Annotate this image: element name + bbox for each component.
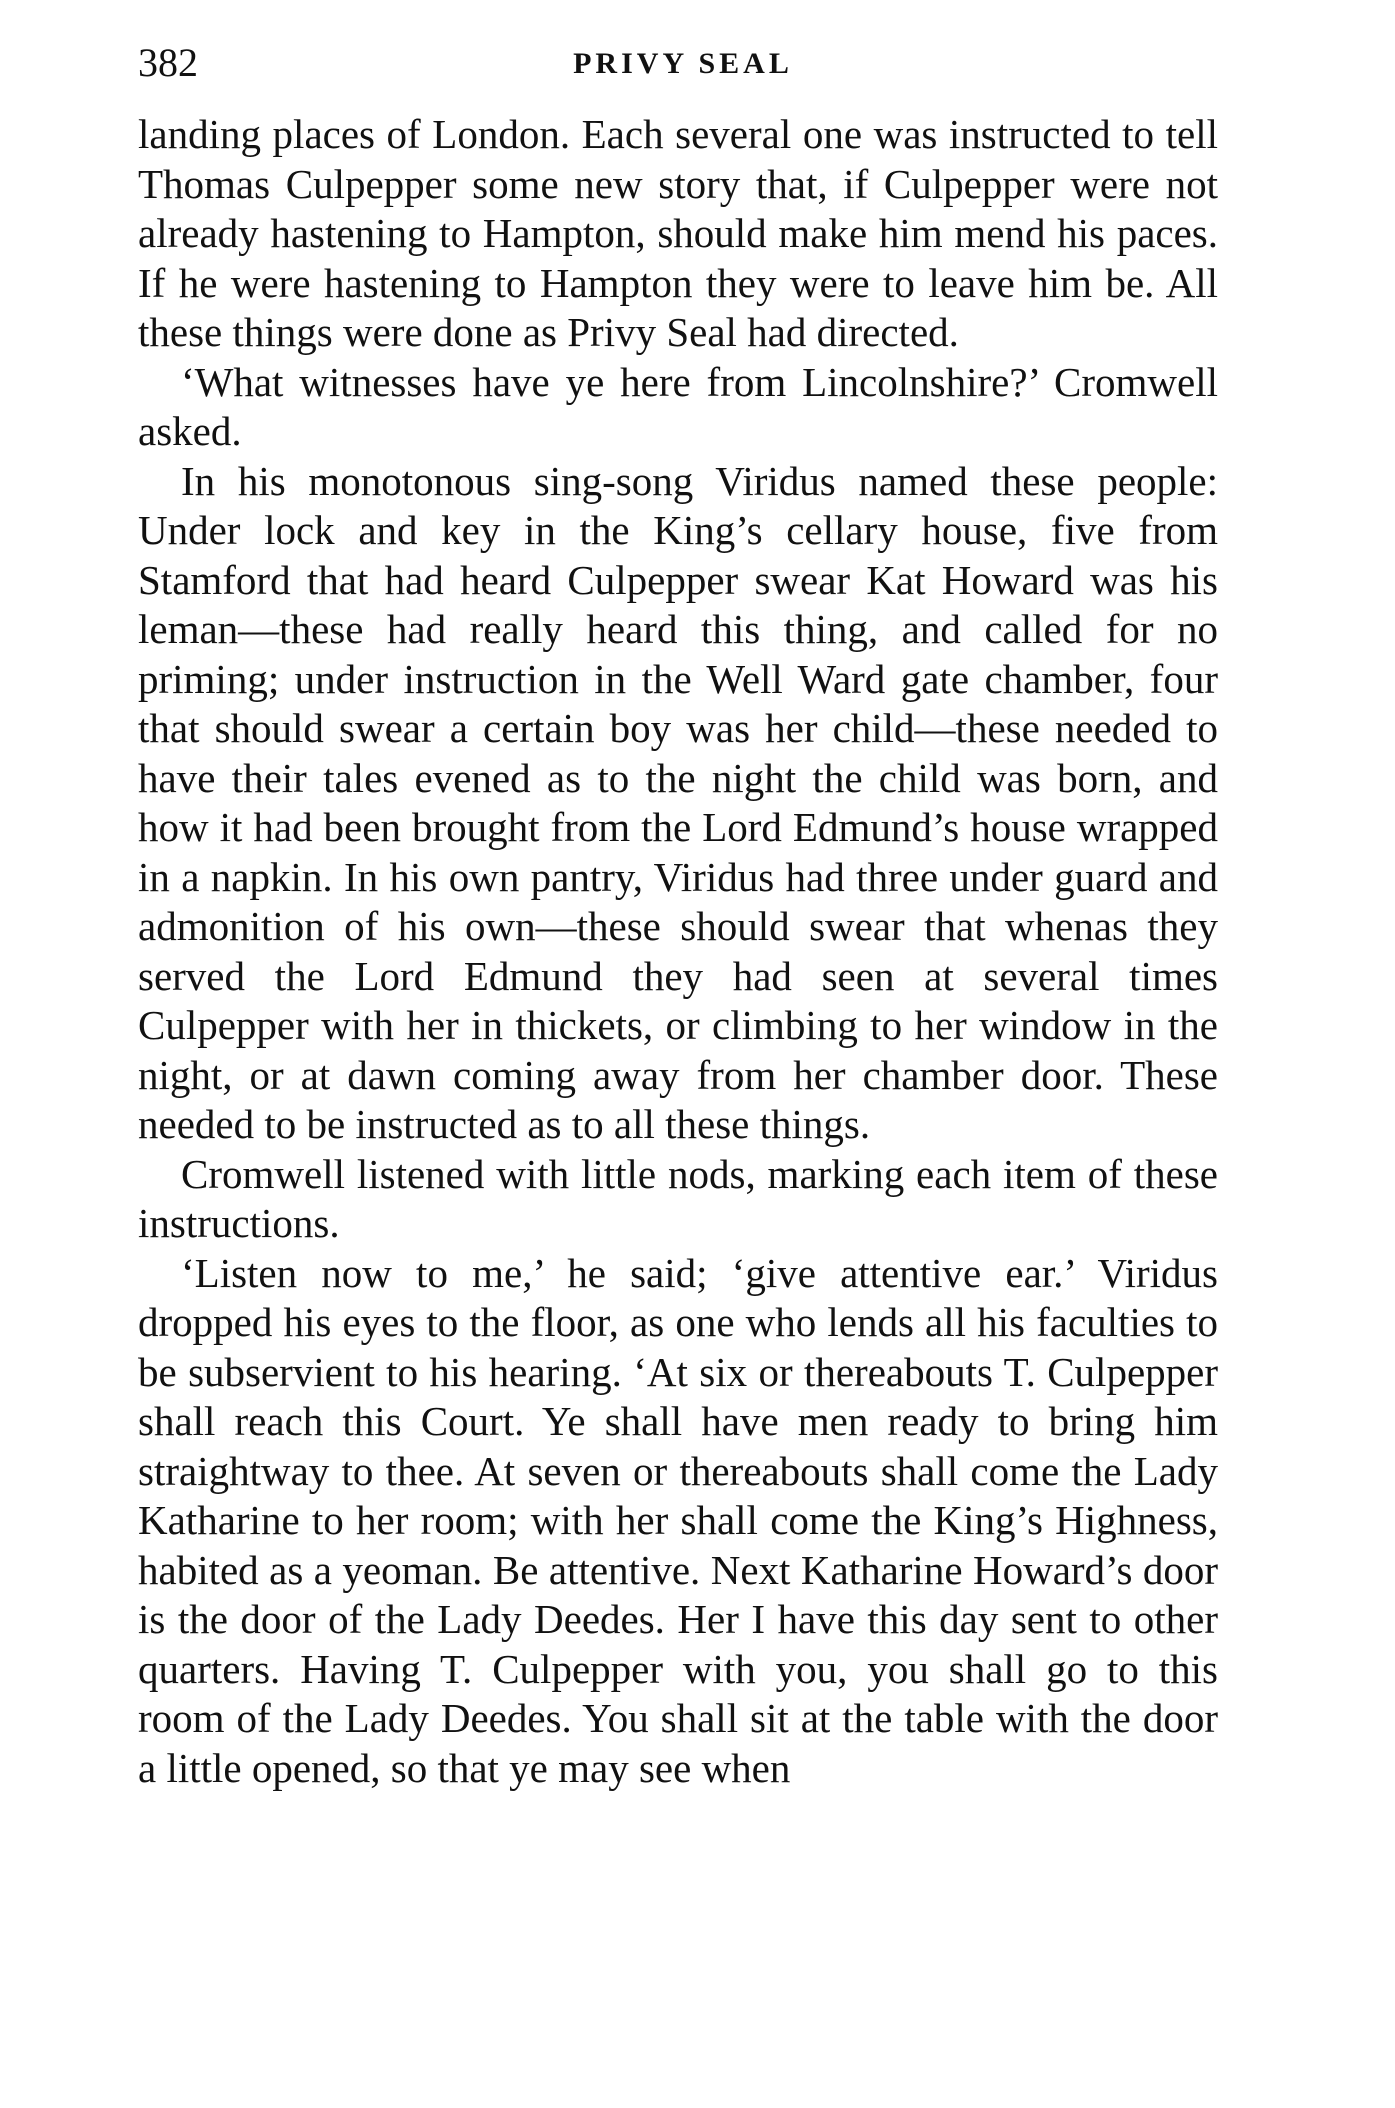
running-title: PRIVY SEAL — [573, 47, 793, 80]
running-head — [138, 38, 1228, 88]
body-text — [138, 110, 1218, 1793]
paragraph-witnesses-question: ‘What witnesses have ye here from Lincolnshire?’ Cromwell asked. — [138, 358, 1218, 454]
paragraph-continued: landing places of London. Each several one was instructed to tell Thomas Culpepper some new story that, if Culpepper were not already hastening to Hampton, should make him mend his paces. If he were hastening to Hampton they were to leave him be. All these things were done as Privy Seal had directed. — [138, 111, 1218, 355]
paragraph-cromwell-instructions: ‘Listen now to me,’ he said; ‘give attentive ear.’ Viridus dropped his eyes to the floor, as one who lends all his faculties to be subservient to his hearing. ‘At six or thereabouts T. Culpepper shall reach this Court. Ye shall have men ready to bring him straightway to thee. At seven or thereabouts shall come the Lady Katharine to her room; with her shall come the King’s Highness, habited as a yeoman. Be attentive. Next Katharine Howard’s door is the door of the Lady Deedes. Her I have this day sent to other quarters. Having T. Culpepper with you, you shall go to this room of the Lady Deedes. You shall sit at the table with the door a little opened, so that ye may see when — [138, 1249, 1218, 1791]
paragraph-cromwell-listened: Cromwell listened with little nods, marking each item of these instructions. — [138, 1150, 1218, 1246]
paragraph-viridus-witnesses: In his monotonous sing-song Viridus named these people: Under lock and key in the King’s cellary house, five from Stamford that had heard Culpepper swear Kat Howard was his leman—these had really heard this thing, and called for no priming; under instruction in the Well Ward gate chamber, four that should swear a certain boy was her child—these needed to have their tales evened as to the night the child was born, and how it had been brought from the Lord Edmund’s house wrapped in a napkin. In his own pantry, Viridus had three under guard and admonition of his own—these should swear that whenas they served the Lord Edmund they had seen at several times Culpepper with her in thickets, or climbing to her window in the night, or at dawn coming away from her chamber door. These needed to be instructed as to all these things. — [138, 457, 1218, 1147]
page-number: 382 — [138, 40, 198, 85]
